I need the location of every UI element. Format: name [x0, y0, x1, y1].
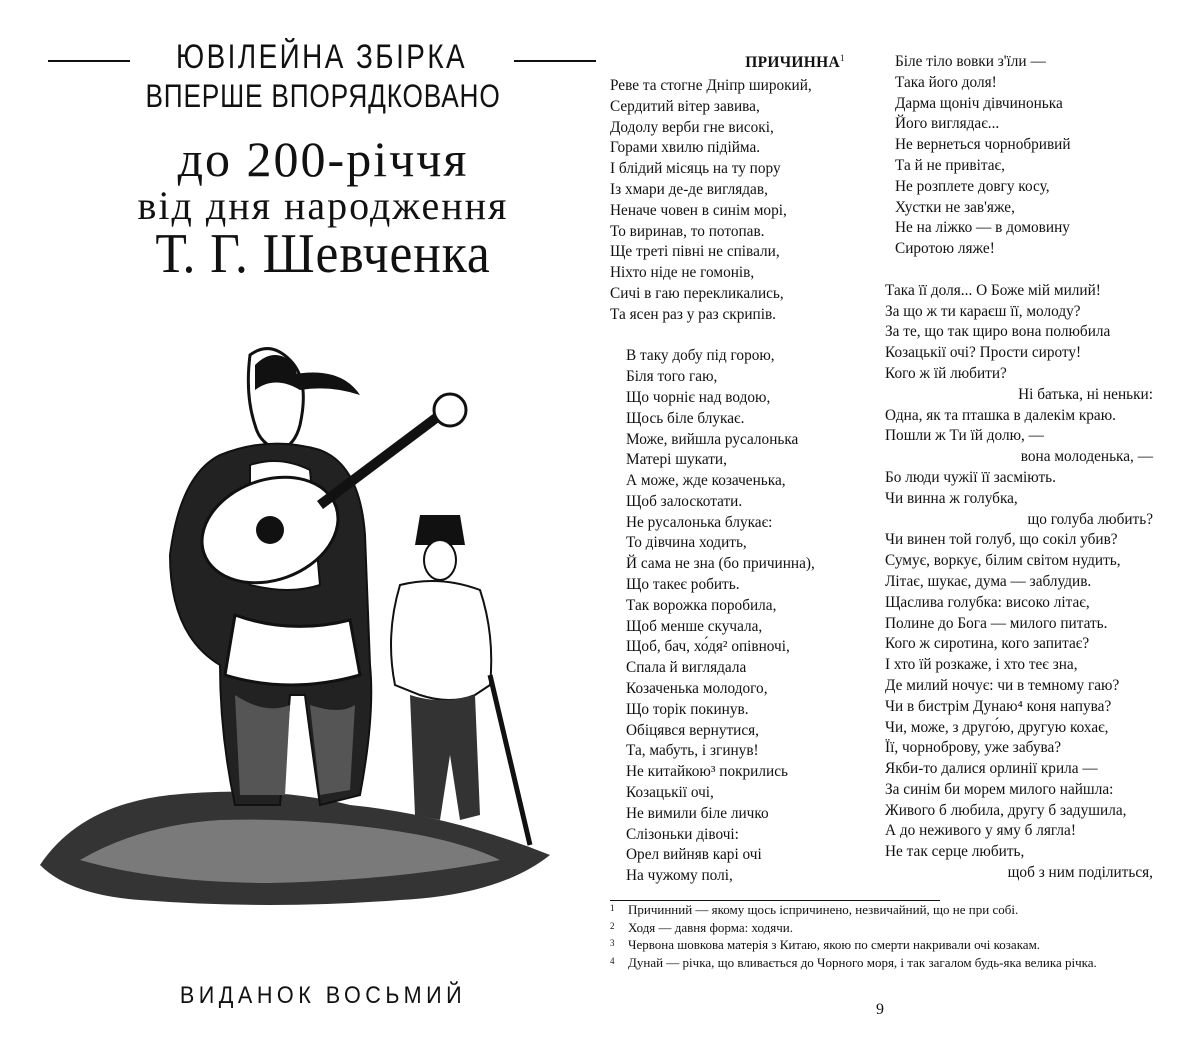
poem-line: Кого ж сиротина, кого запитає?: [885, 635, 1090, 653]
poem-line: Де милий ночує: чи в темному гаю?: [885, 676, 1120, 694]
poem-line: Щоб, бач, хо́дя² опівночі,: [626, 638, 790, 656]
poem-line: Кого ж їй любити?: [885, 364, 1007, 382]
poem-line: Із хмари де-де виглядав,: [610, 180, 768, 198]
poem-line: Дарма щоніч дівчинонька: [895, 94, 1063, 112]
footnote: [610, 936, 1158, 954]
edition-label: ВИДАНОК ВОСЬМИЙ: [179, 982, 467, 1009]
footnote-number: 1: [610, 903, 615, 913]
poem-line: Ні батька, ні неньки:: [1018, 385, 1153, 403]
poem-line: На чужому полі,: [626, 867, 733, 885]
footnote: [610, 954, 1158, 972]
poem-line: Його виглядає...: [895, 115, 1000, 133]
poem-line: Щоб менше скучала,: [626, 617, 763, 635]
poem-line: То виринав, то потопав.: [610, 222, 765, 240]
poem-line: Обіцявся вернутися,: [626, 721, 760, 739]
title-row: [48, 38, 596, 77]
poem-line: Хустки не зав'яже,: [895, 198, 1015, 216]
poem-line: І хто їй розкаже, і хто теє зна,: [885, 656, 1078, 674]
poem-line: Ніхто ніде не гомонів,: [610, 264, 755, 282]
right-page: [600, 0, 1200, 1050]
footnote-text: Червона шовкова матерія з Китаю, якою по смерти накривали очі козакам.: [628, 937, 1041, 952]
poem-line: Щаслива голубка: високо літає,: [885, 593, 1090, 611]
poem-line: вона молоденька, —: [1020, 448, 1153, 466]
poem-line: Що чорніє над водою,: [626, 388, 771, 406]
title-line-5: Т. Г. Шевченка: [155, 223, 491, 285]
poem-line: Пошли ж Ти їй долю, —: [885, 427, 1044, 445]
footnote-number: 3: [610, 938, 615, 948]
poem-line: щоб з ним поділиться,: [1007, 864, 1153, 882]
poem-line: Слізоньки дівочі:: [626, 825, 739, 843]
poem-line: Козацькії очі? Прости сироту!: [885, 344, 1082, 362]
poem-line: Її, чорноброву, уже забува?: [885, 739, 1062, 757]
title-rule-left: [48, 60, 130, 62]
poem-line: Сичі в гаю перекликались,: [610, 284, 784, 302]
poem-line: То дівчина ходить,: [626, 534, 747, 552]
poem-line: За синім би морем милого найшла:: [885, 780, 1114, 798]
poem-line: Чи винна ж голубка,: [885, 489, 1018, 507]
poem-line: Чи, може, з друго́ю, другую кохає,: [885, 718, 1109, 736]
poem-line: Літає, шукає, дума — заблудив.: [885, 572, 1092, 590]
poem-title: ПРИЧИННА$^1$: [745, 53, 845, 72]
poem-line: Не так серце любить,: [885, 843, 1025, 861]
poem-line: Не на ліжко — в домовину: [895, 219, 1070, 237]
poem-line: Живого б любила, другу б задушила,: [885, 801, 1127, 819]
poem-line: За те, що так щиро вона полюбила: [885, 323, 1111, 341]
poem-line: Біля того гаю,: [626, 368, 718, 386]
poem-line: А до неживого у яму б лягла!: [885, 822, 1076, 840]
poem-line: Не русалонька блукає:: [626, 513, 773, 531]
poem-line: Неначе човен в синім морі,: [610, 201, 787, 219]
poem-line: Горами хвилю підійма.: [610, 139, 761, 157]
poem-column-2: [885, 52, 1153, 884]
poem-line: Реве та стогне Дніпр широкий,: [610, 76, 812, 94]
poem-line: що голуба любить?: [1027, 510, 1153, 528]
poem-line: Сердитий вітер завива,: [610, 97, 760, 115]
kobzar-illustration: [20, 335, 580, 915]
poem-line: Не вимили біле личко: [626, 804, 769, 822]
title-line-1: ЮВІЛЕЙНА ЗБІРКА: [176, 38, 468, 76]
poem-line: Чи в бистрім Дунаю⁴ коня напува?: [885, 697, 1112, 715]
poem-line: Біле тіло вовки з'їли —: [895, 53, 1046, 70]
poem-line: Одна, як та пташка в далекім краю.: [885, 406, 1116, 424]
title-rule-right: [514, 60, 596, 62]
poem-line: Не китайкою³ покрились: [626, 763, 788, 781]
title-line-4: від дня народження: [137, 183, 509, 228]
poem-line: А може, жде козаченька,: [626, 472, 786, 490]
footnote-text: Ходя — давня форма: ходячи.: [628, 919, 793, 935]
poem-line: Та й не привітає,: [895, 156, 1005, 174]
poem-column-1: [610, 48, 860, 887]
page-number: 9: [876, 1001, 884, 1018]
footnotes: [610, 901, 1158, 971]
poem-line: Сиротою ляже!: [895, 240, 995, 258]
poem-line: Що такеє робить.: [626, 576, 740, 594]
poem-line: Додолу верби гне високі,: [610, 118, 774, 136]
poem-line: Орел вийняв карі очі: [626, 846, 762, 864]
poem-line: Так ворожка поробила,: [626, 596, 777, 614]
footnote: [610, 901, 1158, 919]
poem-line: Щось біле блукає.: [626, 409, 745, 427]
poem-line: Бо люди чужії її засміють.: [885, 468, 1056, 486]
poem-line: Така його доля!: [895, 73, 997, 91]
poem-line: Козацькії очі,: [626, 784, 714, 802]
poem-line: Матері шукати,: [626, 451, 727, 469]
poem-line: Щоб залоскотати.: [626, 492, 743, 510]
poem-line: Та, мабуть, і згинув!: [626, 742, 759, 760]
poem-line: Ще треті півні не співали,: [610, 243, 780, 261]
title-line-3: до 200-річчя: [177, 131, 469, 187]
poem-line: Що торік покинув.: [626, 700, 749, 718]
poem-line: Не вернеться чорнобривий: [895, 136, 1071, 154]
poem-line: Така її доля... О Боже мій милий!: [885, 281, 1101, 299]
poem-line: Якби-то далися орлинії крила —: [885, 760, 1098, 778]
footnote-text: Причинний — якому щось іспричинено, незвичайний, що не при собі.: [628, 902, 1019, 917]
footnote-text: Дунай — річка, що вливається до Чорного моря, і так загалом будь-яка велика річка.: [628, 954, 1097, 970]
poem-line: За що ж ти караєш її, молоду?: [885, 302, 1081, 320]
poem-line: Полине до Бога — милого питать.: [885, 614, 1108, 632]
footnote-number: 4: [610, 955, 615, 966]
footnote-number: 2: [610, 920, 615, 931]
poem-line: Спала й виглядала: [626, 659, 747, 677]
poem-line: В таку добу під горою,: [626, 347, 775, 365]
poem-line: Й сама не зна (бо причинна),: [626, 555, 815, 573]
poem-line: Не розплете довгу косу,: [895, 177, 1050, 195]
poem-line: Чи винен той голуб, що сокіл убив?: [885, 531, 1118, 549]
poem-line: І блідий місяць на ту пору: [610, 160, 781, 178]
poem-line: Може, вийшла русалонька: [626, 430, 799, 448]
footnote: [610, 919, 1158, 937]
poem-line: Сумує, воркує, білим світом нудить,: [885, 552, 1121, 570]
poem-line: Та ясен раз у раз скрипів.: [610, 305, 777, 323]
poem-line: Козаченька молодого,: [626, 680, 768, 698]
title-line-2: ВПЕРШЕ ВПОРЯДКОВАНО: [145, 78, 501, 114]
